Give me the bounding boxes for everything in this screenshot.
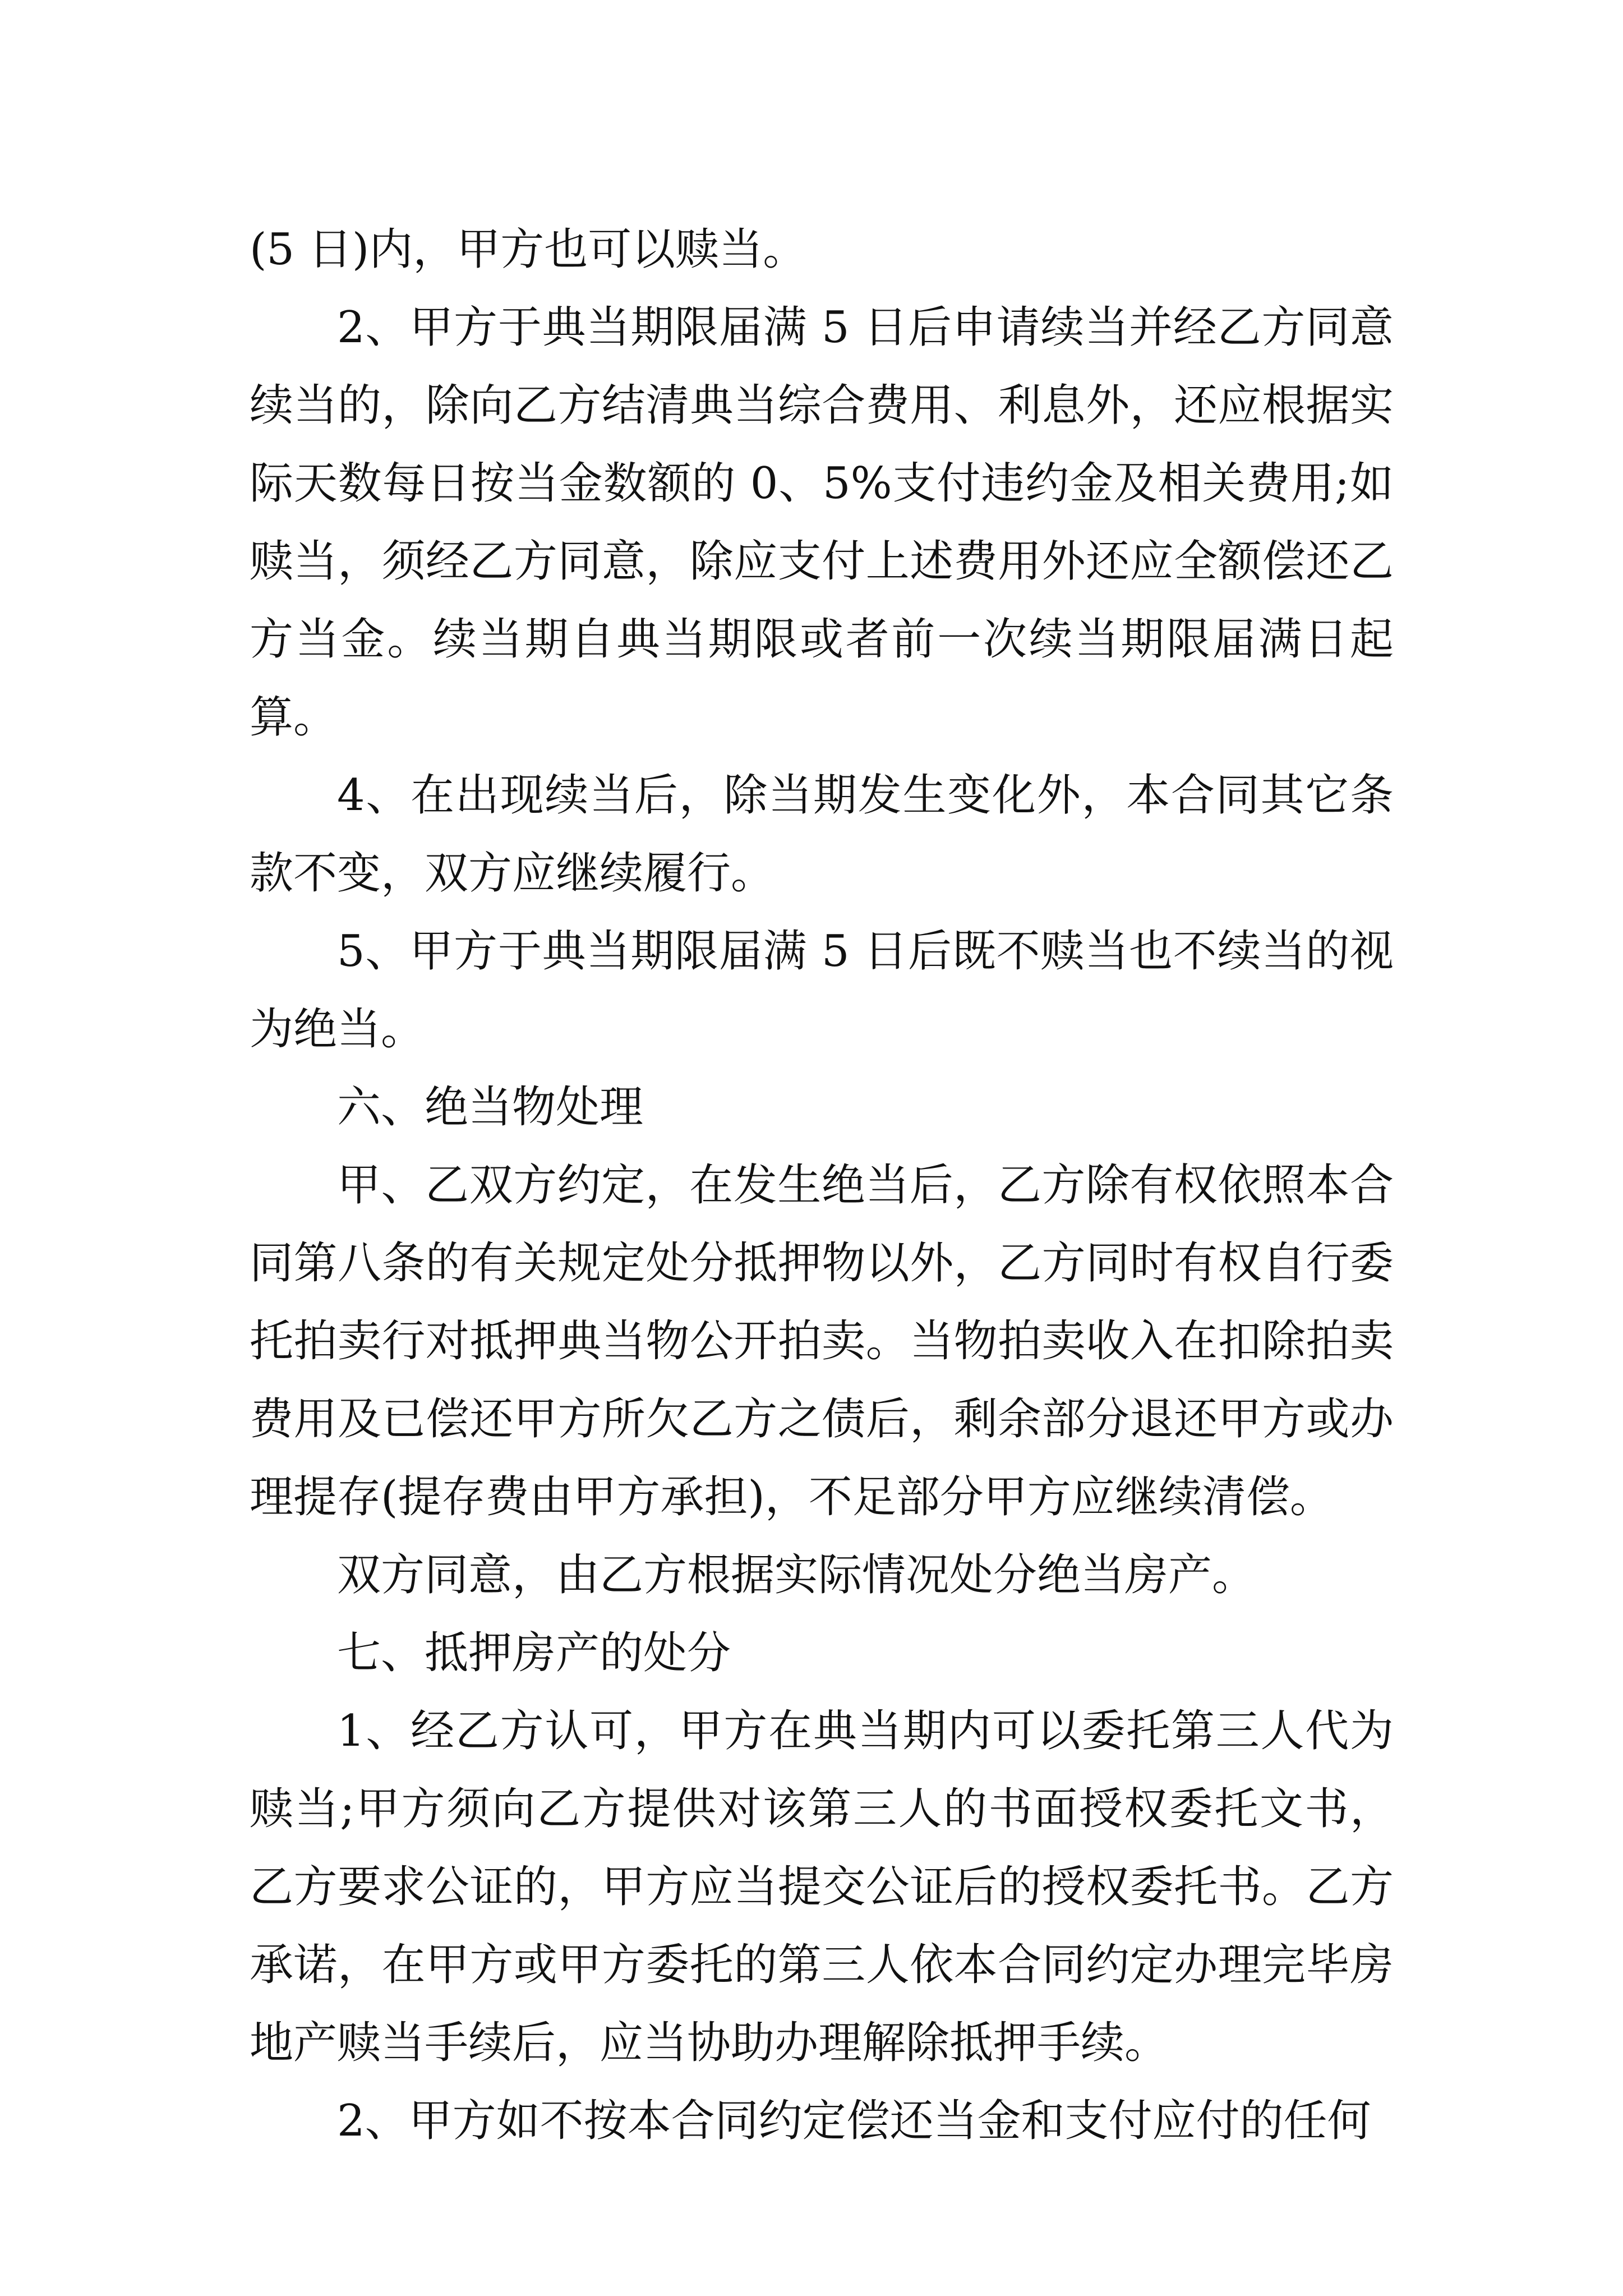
paragraph-clause-4: 4、在出现续当后，除当期发生变化外，本合同其它条款不变，双方应继续履行。 [250, 770, 1394, 899]
section-heading-6: 六、绝当物处理 [337, 1082, 644, 1133]
paragraph-redeem-window: (5 日)内，甲方也可以赎当。 [250, 224, 807, 275]
paragraph-clause-5: 5、甲方于典当期限届满 5 日后既不赎当也不续当的视为绝当。 [250, 926, 1394, 1055]
paragraph-section7-clause-2: 2、甲方如不按本合同约定偿还当金和支付应付的任何 [337, 2096, 1371, 2146]
paragraph-clause-2-renewal: 2、甲方于典当期限届满 5 日后申请续当并经乙方同意续当的，除向乙方结清典当综合费用、利息外，还应根据实际天数每日按当金数额的 0、5%支付违约金及相关费用;如赎当，须经乙方同意，除应支付上述费用外还应全额偿还乙方当金。续当期自典当期限或者前一次续当期限届满日起算。 [250, 302, 1394, 743]
paragraph-section7-clause-1: 1、经乙方认可，甲方在典当期内可以委托第三人代为赎当;甲方须向乙方提供对该第三人的书面授权委托文书，乙方要求公证的，甲方应当提交公证后的授权委托书。乙方承诺，在甲方或甲方委托的第三人依本合同约定办理完毕房地产赎当手续后，应当协助办理解除抵押手续。 [250, 1706, 1394, 2068]
paragraph-forfeit-handling: 甲、乙双方约定，在发生绝当后，乙方除有权依照本合同第八条的有关规定处分抵押物以外，乙方同时有权自行委托拍卖行对抵押典当物公开拍卖。当物拍卖收入在扣除拍卖费用及已偿还甲方所欠乙方之债后，剩余部分退还甲方或办理提存(提存费由甲方承担)，不足部分甲方应继续清偿。 [250, 1160, 1394, 1522]
section-heading-7: 七、抵押房产的处分 [337, 1628, 731, 1678]
document-body [250, 211, 1394, 2160]
paragraph-mutual-agreement: 双方同意，由乙方根据实际情况处分绝当房产。 [337, 1550, 1256, 1600]
